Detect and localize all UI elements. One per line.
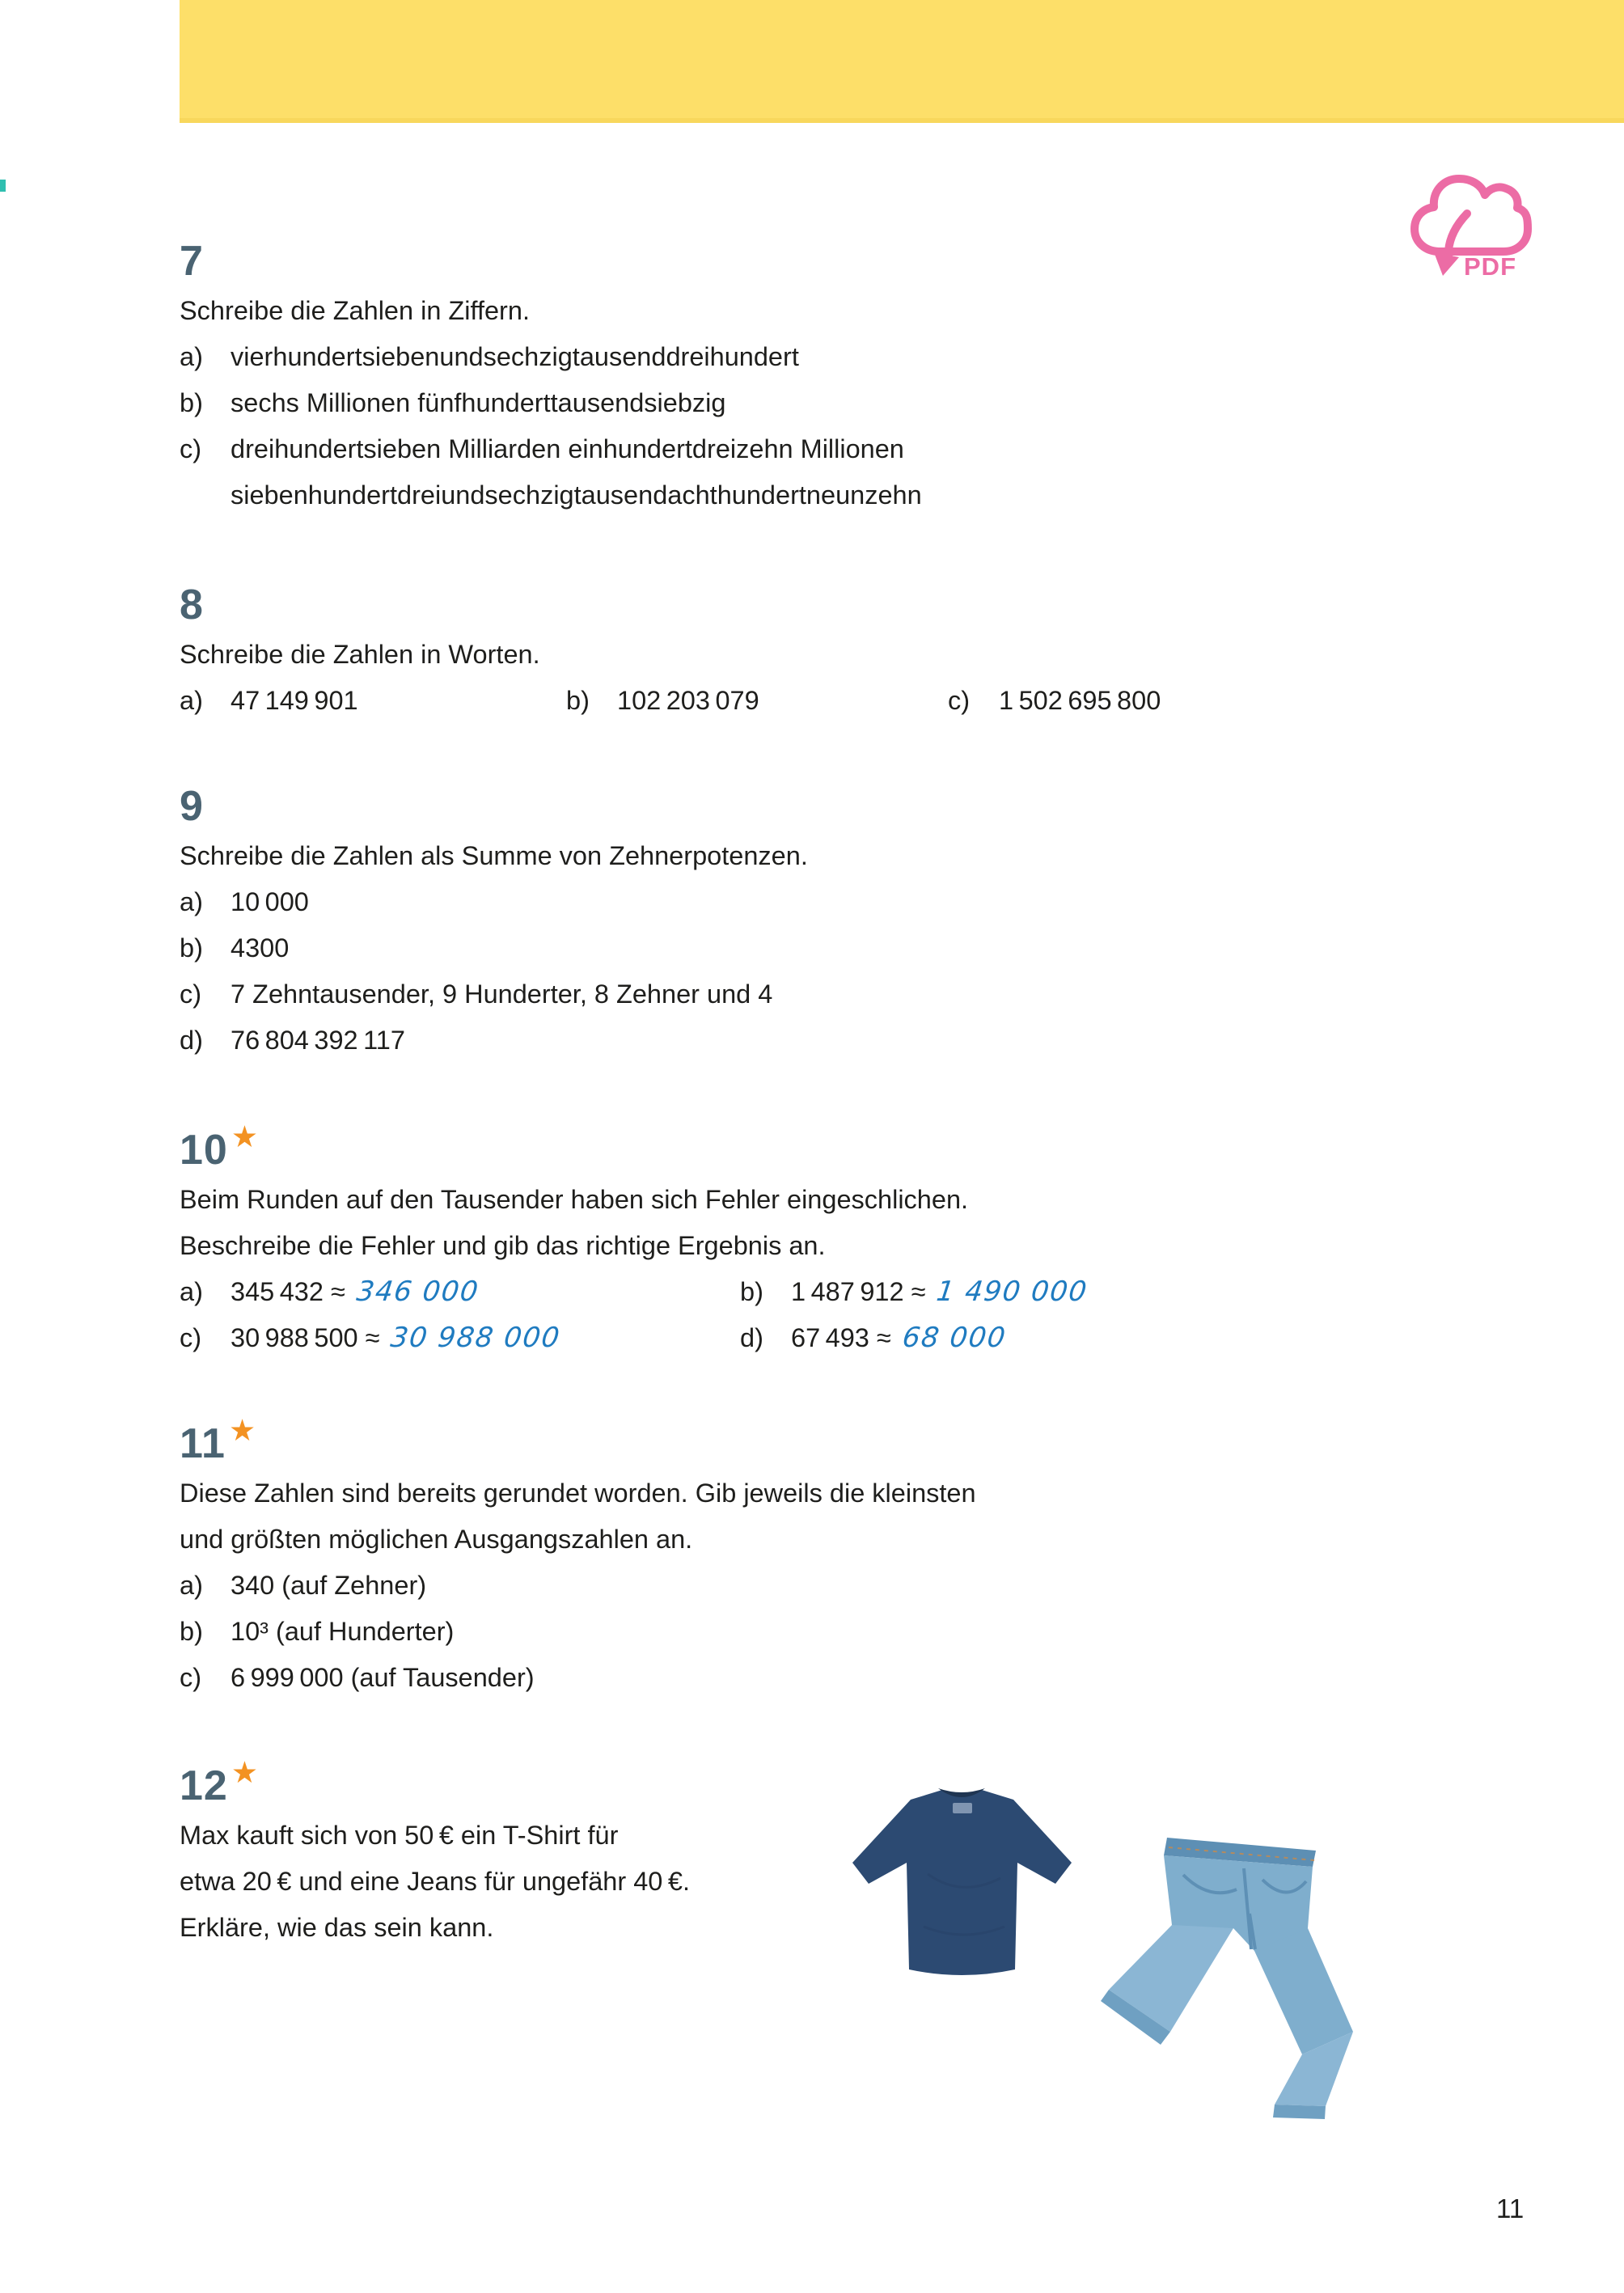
exercise-instruction: Max kauft sich von 50 € ein T-Shirt für <box>180 1821 619 1850</box>
exercise-instruction: Beim Runden auf den Tausender haben sich Fehler eingeschlichen. <box>180 1185 969 1214</box>
item-label: c) <box>180 1323 202 1352</box>
item-label: d) <box>180 1026 203 1055</box>
item-label: a) <box>180 887 203 916</box>
list-item <box>180 426 1344 518</box>
list-item <box>740 1315 1009 1361</box>
page-number: 11 <box>1496 2194 1525 2223</box>
item-text: 1 502 695 800 <box>999 686 1161 715</box>
list-item <box>180 1315 740 1361</box>
item-label: b) <box>180 933 203 962</box>
item-given: 30 988 500 ≈ <box>230 1323 380 1352</box>
item-text: 76 804 392 117 <box>230 1026 405 1055</box>
pdf-download-icon[interactable] <box>1407 167 1535 285</box>
exercise-heading <box>180 770 1344 830</box>
list-item <box>180 1563 1344 1609</box>
exercise-instruction: Diese Zahlen sind bereits gerundet worden. Gib jeweils die kleinsten <box>180 1479 976 1508</box>
handwritten-answer: 68 000 <box>900 1322 1009 1354</box>
list-item <box>180 925 1344 971</box>
exercise-heading <box>180 1114 1344 1174</box>
exercise-instruction: Erkläre, wie das sein kann. <box>180 1913 494 1942</box>
star-icon: ★ <box>228 1414 257 1447</box>
tshirt-image <box>847 1777 1077 1986</box>
list-item <box>566 678 948 724</box>
item-text <box>230 426 922 518</box>
header-band <box>180 0 1624 123</box>
star-icon: ★ <box>230 1756 260 1789</box>
jeans-image <box>1096 1830 1399 2122</box>
item-given: 67 493 ≈ <box>791 1323 891 1352</box>
item-label: b) <box>180 388 203 417</box>
item-text: 47 149 901 <box>230 686 358 715</box>
exercise-number: 7 <box>180 238 204 285</box>
exercise-12 <box>180 1749 907 1951</box>
list-item <box>180 1269 740 1315</box>
exercise-instruction: Schreibe die Zahlen als Summe von Zehnerpotenzen. <box>180 841 808 870</box>
item-label: d) <box>740 1323 763 1352</box>
item-row <box>180 1315 1344 1361</box>
list-item <box>180 1017 1344 1064</box>
item-given: 345 432 ≈ <box>230 1277 345 1306</box>
download-arrowhead <box>1434 252 1459 276</box>
exercise-10 <box>180 1114 1344 1361</box>
item-text-line: siebenhundertdreiundsechzigtausendachthundertneunzehn <box>230 480 922 510</box>
list-item <box>948 678 1161 724</box>
exercise-heading <box>180 569 1344 628</box>
item-label: a) <box>180 1571 203 1600</box>
list-item <box>180 334 1344 380</box>
item-label: a) <box>180 342 203 371</box>
exercise-number: 10 <box>180 1127 228 1174</box>
item-text: 6 999 000 (auf Tausender) <box>230 1663 535 1692</box>
item-label: c) <box>180 1663 202 1692</box>
item-label: a) <box>180 686 203 715</box>
exercise-instruction: Schreibe die Zahlen in Worten. <box>180 640 540 669</box>
item-text: 10 000 <box>230 887 309 916</box>
exercise-number: 11 <box>180 1420 226 1467</box>
exercise-instruction: Beschreibe die Fehler und gib das richtige Ergebnis an. <box>180 1231 826 1260</box>
exercise-heading <box>180 225 1344 285</box>
list-item <box>180 678 566 724</box>
item-text: vierhundertsiebenundsechzigtausenddreihundert <box>230 342 799 371</box>
exercise-number: 9 <box>180 783 204 830</box>
list-item <box>180 380 1344 426</box>
item-row <box>180 1269 1344 1315</box>
exercise-7 <box>180 225 1344 518</box>
list-item <box>180 879 1344 925</box>
handwritten-answer: 30 988 000 <box>389 1322 563 1354</box>
item-text: 7 Zehntausender, 9 Hunderter, 8 Zehner und 4 <box>230 979 773 1009</box>
handwritten-answer: 346 000 <box>354 1276 481 1308</box>
item-label: b) <box>740 1277 763 1306</box>
item-label: b) <box>566 686 590 715</box>
item-label: b) <box>180 1617 203 1646</box>
exercise-9 <box>180 770 1344 1064</box>
handwritten-answer: 1 490 000 <box>935 1276 1090 1308</box>
item-text: sechs Millionen fünfhunderttausendsiebzig <box>230 388 726 417</box>
exercise-instruction: Schreibe die Zahlen in Ziffern. <box>180 296 530 325</box>
pdf-label: PDF <box>1464 252 1516 281</box>
exercise-11 <box>180 1407 1344 1701</box>
exercise-instruction: etwa 20 € und eine Jeans für ungefähr 40 €. <box>180 1867 690 1896</box>
exercise-heading <box>180 1407 1344 1467</box>
exercise-number: 8 <box>180 582 204 628</box>
exercise-heading <box>180 1749 907 1809</box>
item-label: a) <box>180 1277 203 1306</box>
list-item <box>180 1655 1344 1701</box>
exercise-8 <box>180 569 1344 724</box>
star-icon: ★ <box>230 1120 260 1153</box>
item-given: 1 487 912 ≈ <box>791 1277 926 1306</box>
item-text-line: dreihundertsieben Milliarden einhundertdreizehn Millionen <box>230 434 904 463</box>
item-row <box>180 678 1344 724</box>
exercise-number: 12 <box>180 1762 228 1809</box>
item-label: c) <box>180 979 202 1009</box>
item-text: 10³ (auf Hunderter) <box>230 1617 455 1646</box>
item-text: 340 (auf Zehner) <box>230 1571 427 1600</box>
cloud-icon <box>1415 179 1528 252</box>
item-text: 4300 <box>230 933 290 962</box>
item-text: 102 203 079 <box>617 686 759 715</box>
list-item <box>180 971 1344 1017</box>
exercise-instruction: und größten möglichen Ausgangszahlen an. <box>180 1525 693 1554</box>
trim-mark <box>0 180 6 192</box>
list-item <box>740 1269 1088 1315</box>
item-label: c) <box>180 434 202 463</box>
item-label: c) <box>948 686 971 715</box>
list-item <box>180 1609 1344 1655</box>
